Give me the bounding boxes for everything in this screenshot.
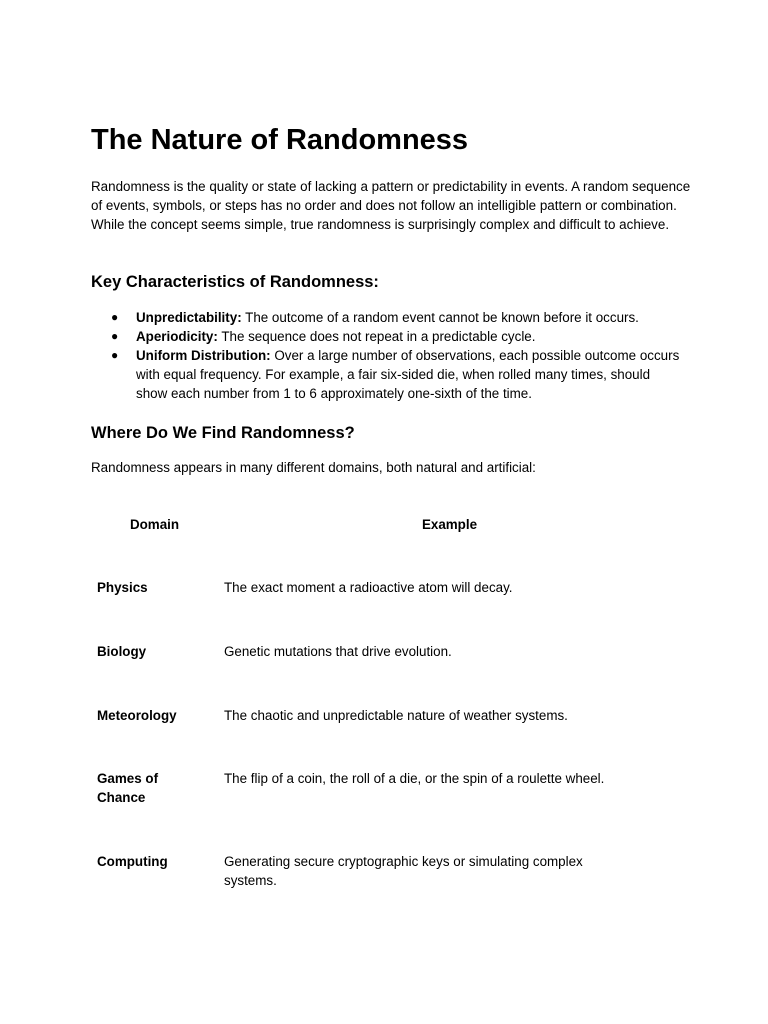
table-row — [91, 549, 681, 612]
column-header-domain: Domain — [129, 517, 180, 532]
domain-cell: Meteorology — [97, 708, 177, 723]
bullet-icon: ● — [111, 310, 119, 324]
example-text: Generating secure cryptographic keys or simulating complex systems. — [224, 854, 583, 888]
domains-table — [91, 500, 681, 892]
list-item — [91, 346, 681, 403]
list-item-term: Unpredictability: — [136, 310, 242, 325]
example-text: The flip of a coin, the roll of a die, or the spin of a roulette wheel. — [224, 771, 605, 786]
bullet-icon: ● — [111, 329, 119, 343]
domain-cell: Physics — [97, 580, 148, 595]
example-cell — [218, 740, 681, 823]
example-cell — [218, 676, 681, 740]
table-row — [91, 612, 681, 676]
domain-cell: Computing — [97, 854, 168, 869]
characteristics-list — [91, 308, 681, 403]
page-title: The Nature of Randomness — [91, 124, 469, 156]
domain-cell — [91, 740, 218, 823]
column-header-example: Example — [421, 517, 478, 532]
example-cell — [218, 612, 681, 676]
list-item-text: The sequence does not repeat in a predictable cycle. — [217, 329, 536, 344]
table-header-row — [91, 500, 681, 549]
list-item — [91, 327, 681, 346]
table-row — [91, 823, 681, 892]
list-item-term: Aperiodicity: — [136, 329, 218, 344]
intro-paragraph: Randomness is the quality or state of lacking a pattern or predictability in events. A random sequence of events, symbols, or steps has no order and does not follow an intelligible pattern or combination. While the concept seems simple, true randomness is surprisingly complex and difficult to achieve. — [91, 179, 691, 232]
bullet-icon: ● — [111, 348, 119, 362]
example-text: The exact moment a radioactive atom will decay. — [224, 580, 513, 595]
example-cell — [218, 823, 681, 892]
example-text: The chaotic and unpredictable nature of weather systems. — [224, 708, 568, 723]
example-text: Genetic mutations that drive evolution. — [224, 644, 452, 659]
list-item-text: Over a large number of observations, each possible outcome occurs with equal frequency. For example, a fair six-sided die, when rolled many times, should show each number from 1 to 6 approximately one-sixth of the time. — [136, 348, 680, 401]
list-item — [91, 308, 681, 327]
list-item-text: The outcome of a random event cannot be known before it occurs. — [241, 310, 639, 325]
table-row — [91, 740, 681, 823]
where-intro-paragraph: Randomness appears in many different domains, both natural and artificial: — [91, 460, 536, 475]
section-heading-characteristics: Key Characteristics of Randomness: — [91, 273, 379, 291]
domain-cell: Biology — [97, 644, 147, 659]
domain-text: Games of Chance — [97, 771, 159, 805]
list-item-term: Uniform Distribution: — [136, 348, 271, 363]
section-heading-where: Where Do We Find Randomness? — [91, 424, 355, 442]
example-cell — [218, 549, 681, 612]
table-row — [91, 676, 681, 740]
